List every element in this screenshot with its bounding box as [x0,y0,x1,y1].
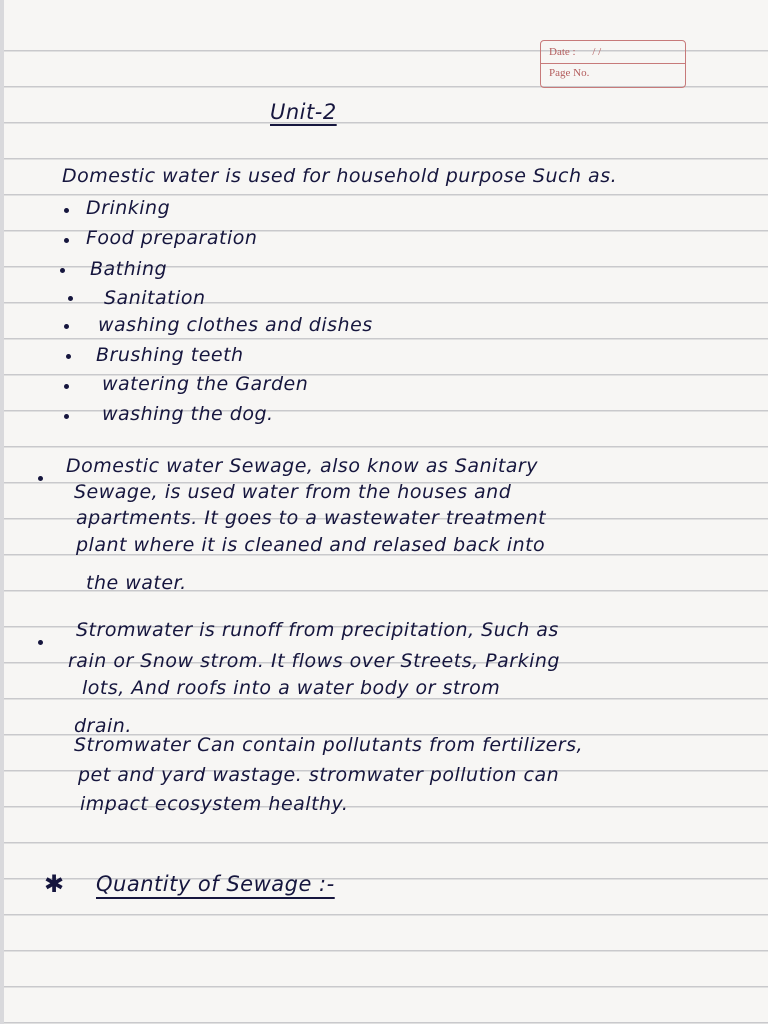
paragraph-line: apartments. It goes to a wastewater treatment [76,507,547,529]
paragraph-line: Stromwater is runoff from precipitation, Such as [76,619,559,641]
list-bullet [64,324,69,329]
paragraph-line: the water. [86,572,187,594]
list-bullet [60,268,65,273]
intro-line: Domestic water is used for household purpose Such as. [62,165,618,187]
date-value: / / [592,46,602,58]
paragraph-bullet [38,476,43,481]
page-no-label: Page No. [549,67,590,79]
paragraph-line: Domestic water Sewage, also know as Sanitary [66,455,538,477]
paragraph-line: impact ecosystem healthy. [80,793,349,815]
list-bullet [64,238,69,243]
list-bullet [68,296,73,301]
page-title: Unit-2 [270,100,337,124]
list-bullet [64,384,69,389]
page-edge-rule [0,0,4,1024]
stamp-divider [541,63,685,64]
date-page-stamp [540,40,686,88]
paragraph-line: Stromwater Can contain pollutants from fertilizers, [74,734,584,756]
paragraph-line: plant where it is cleaned and relased back into [76,534,546,556]
list-item: Drinking [86,197,171,219]
list-bullet [64,208,69,213]
list-item: Food preparation [86,227,258,249]
list-bullet [64,414,69,419]
list-item: Bathing [90,258,168,280]
paragraph-line: pet and yard wastage. stromwater pollution can [78,764,560,786]
date-label: Date : [549,46,576,58]
paragraph-line: rain or Snow strom. It flows over Streets, Parking [68,650,560,672]
page-no-field [549,66,589,81]
list-item: Sanitation [104,287,206,309]
asterisk-icon: ✱ [44,870,65,898]
paragraph-line: lots, And roofs into a water body or strom [82,677,501,699]
date-field [549,45,601,60]
paragraph-bullet [38,640,43,645]
list-item: Brushing teeth [96,344,244,366]
list-bullet [66,354,71,359]
list-item: washing clothes and dishes [98,314,373,336]
section-heading: Quantity of Sewage :- [96,872,335,896]
paragraph-line: drain. [74,715,132,737]
paragraph-line: Sewage, is used water from the houses and [74,481,512,503]
list-item: watering the Garden [102,373,309,395]
list-item: washing the dog. [102,403,274,425]
